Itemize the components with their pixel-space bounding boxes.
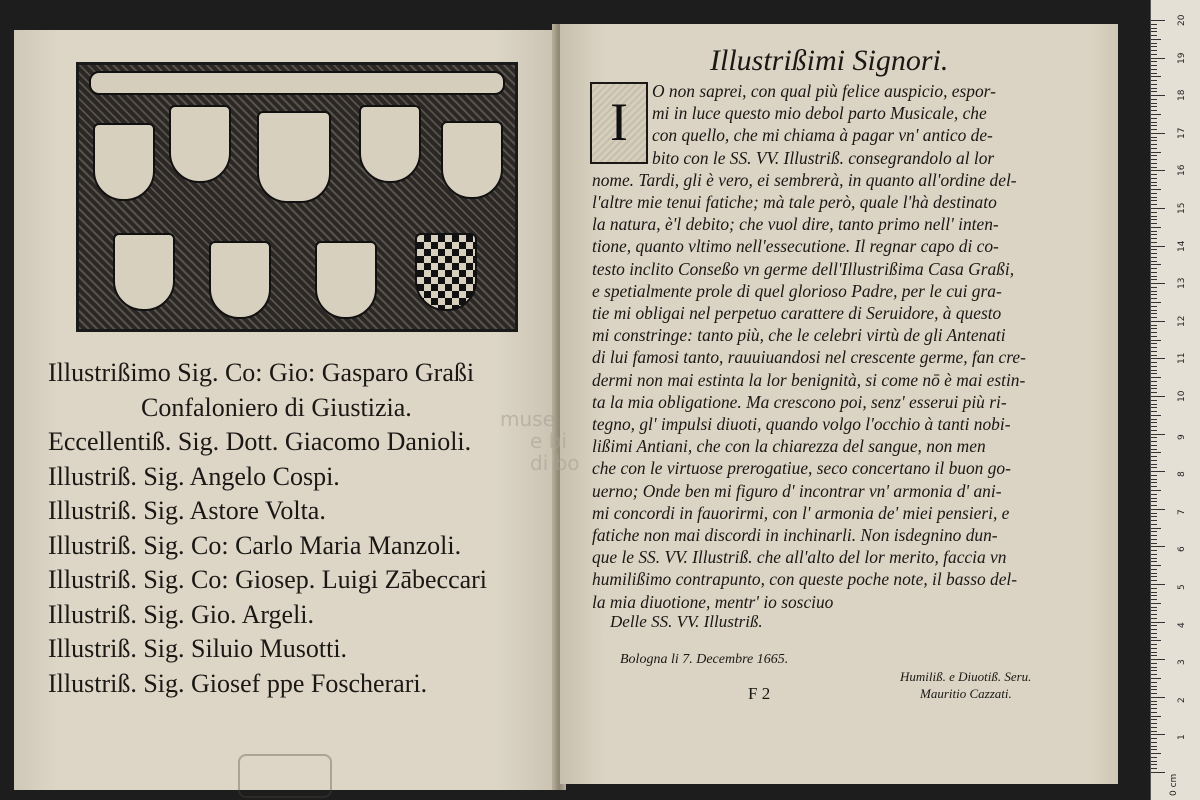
ruler-tick xyxy=(1151,404,1157,405)
ruler-number: 6 xyxy=(1177,546,1187,553)
ruler-tick xyxy=(1151,200,1157,201)
ruler-tick xyxy=(1151,332,1157,333)
ruler-tick xyxy=(1151,686,1157,687)
ruler-tick xyxy=(1151,719,1157,720)
ruler-tick xyxy=(1151,246,1165,247)
ruler-tick xyxy=(1151,471,1165,472)
shield-icon xyxy=(257,111,331,203)
ruler-tick xyxy=(1151,757,1157,758)
ruler-tick xyxy=(1151,373,1157,374)
ruler-tick xyxy=(1151,204,1157,205)
shield-icon xyxy=(441,121,503,199)
ruler-tick xyxy=(1151,238,1157,239)
ruler-tick xyxy=(1151,464,1157,465)
drop-cap: I xyxy=(590,82,648,164)
text-line: mi in luce questo mio debol parto Musicale, che xyxy=(652,103,987,124)
ruler-tick xyxy=(1151,524,1157,525)
ruler-tick xyxy=(1151,644,1157,645)
text-line: ta la mia obligatione. Ma crescono poi, senz' esserui più ri- xyxy=(592,391,1007,412)
ruler-tick xyxy=(1151,610,1157,611)
ruler-tick xyxy=(1151,24,1157,25)
text-line: tie mi obligai nel perpetuo carattere di Seruidore, à questo xyxy=(592,303,1002,324)
ruler-number: 7 xyxy=(1177,509,1187,515)
ruler-number: 15 xyxy=(1177,202,1187,214)
ruler-tick xyxy=(1151,535,1157,536)
ruler-tick xyxy=(1151,640,1161,641)
ruler-tick xyxy=(1151,84,1157,85)
ruler-tick xyxy=(1151,663,1157,664)
ruler-tick xyxy=(1151,313,1157,314)
ruler-tick xyxy=(1151,385,1157,386)
ruler-tick xyxy=(1151,253,1157,254)
text-line: la mia diuotione, mentr' io sosciuo xyxy=(592,591,834,612)
ruler-tick xyxy=(1151,543,1157,544)
ruler-number: 10 xyxy=(1177,390,1187,402)
text-line: con quello, che mi chiama à pagar vn' antico de- xyxy=(652,125,993,146)
ruler-number: 8 xyxy=(1177,471,1187,478)
ruler-tick xyxy=(1151,550,1157,551)
ruler-tick xyxy=(1151,599,1157,600)
text-line: la natura, è'l debito; che vuol dire, tanto primo nell' inten- xyxy=(592,214,999,235)
ruler-tick xyxy=(1151,558,1157,559)
ruler-tick xyxy=(1151,422,1157,423)
shield-icon xyxy=(359,105,421,183)
ruler-tick xyxy=(1151,486,1157,487)
ruler-tick xyxy=(1151,742,1157,743)
ruler-tick xyxy=(1151,584,1165,585)
ruler-number: 13 xyxy=(1177,277,1187,290)
ruler-tick xyxy=(1151,689,1157,690)
dedicatee-line: Illustriß. Sig. Angelo Cospi. xyxy=(48,461,340,491)
ruler-tick xyxy=(1151,467,1157,468)
ruler-tick xyxy=(1151,35,1157,36)
ruler-tick xyxy=(1151,712,1157,713)
ruler-tick xyxy=(1151,678,1161,679)
ruler-tick xyxy=(1151,39,1161,40)
ruler-tick xyxy=(1151,144,1157,145)
ruler-tick xyxy=(1151,723,1157,724)
shield-icon xyxy=(93,123,155,201)
ruler-tick xyxy=(1151,475,1157,476)
closing-line: Delle SS. VV. Illustriß. xyxy=(610,612,763,631)
ruler-tick xyxy=(1151,122,1157,123)
ruler-tick xyxy=(1151,513,1157,514)
ruler-number: 16 xyxy=(1177,164,1187,177)
ruler-tick xyxy=(1151,174,1157,175)
ruler-tick xyxy=(1151,182,1157,183)
ruler-tick xyxy=(1151,69,1157,70)
ruler-tick xyxy=(1151,133,1165,134)
ruler-tick xyxy=(1151,449,1157,450)
ruler-tick xyxy=(1151,208,1165,209)
ruler-tick xyxy=(1151,622,1165,623)
ruler-tick xyxy=(1151,268,1157,269)
ruler-tick xyxy=(1151,294,1157,295)
ruler-tick xyxy=(1151,95,1165,96)
ruler-tick xyxy=(1151,358,1165,359)
ruler-tick xyxy=(1151,426,1157,427)
ruler-tick xyxy=(1151,231,1157,232)
ruler-tick xyxy=(1151,392,1157,393)
text-line: O non saprei, con qual più felice auspicio, espor- xyxy=(652,81,996,101)
ruler-tick xyxy=(1151,531,1157,532)
ruler-tick xyxy=(1151,659,1165,660)
page-title: Illustrißimi Signori. xyxy=(710,44,949,77)
ruler-tick xyxy=(1151,234,1157,235)
ruler-tick xyxy=(1151,103,1157,104)
ruler-tick xyxy=(1151,80,1157,81)
ruler-tick xyxy=(1151,242,1157,243)
ruler-tick xyxy=(1151,370,1157,371)
ruler-tick xyxy=(1151,607,1157,608)
ruler-tick xyxy=(1151,727,1157,728)
text-line: que le SS. VV. Illustriß. che all'alto del lor merito, faccia vn xyxy=(592,547,1007,568)
ruler-tick xyxy=(1151,31,1157,32)
ruler-tick xyxy=(1151,227,1161,228)
ruler-number: 2 xyxy=(1177,697,1187,703)
ruler-tick xyxy=(1151,753,1161,754)
ruler-number: 11 xyxy=(1177,352,1187,365)
ruler-tick xyxy=(1151,28,1157,29)
ruler-tick xyxy=(1151,351,1157,352)
ruler-tick xyxy=(1151,340,1161,341)
checkered-shield-icon xyxy=(415,233,477,311)
ruler-tick xyxy=(1151,366,1157,367)
ruler-tick xyxy=(1151,667,1157,668)
ruler-tick xyxy=(1151,159,1157,160)
ruler-tick xyxy=(1151,633,1157,634)
ruler-tick xyxy=(1151,565,1161,566)
ruler-tick xyxy=(1151,456,1157,457)
ruler-tick xyxy=(1151,283,1165,284)
ruler-tick xyxy=(1151,494,1157,495)
ruler-tick xyxy=(1151,595,1157,596)
date-line: Bologna li 7. Decembre 1665. xyxy=(620,652,789,667)
ruler-tick xyxy=(1151,430,1157,431)
ruler-tick xyxy=(1151,388,1157,389)
ruler-number: 12 xyxy=(1177,315,1187,327)
ruler-tick xyxy=(1151,498,1157,499)
ruler-tick xyxy=(1151,509,1165,510)
ruler-tick xyxy=(1151,118,1157,119)
ruler-tick xyxy=(1151,554,1157,555)
shield-icon xyxy=(209,241,271,319)
ruler-tick xyxy=(1151,377,1161,378)
ruler-tick xyxy=(1151,441,1157,442)
ruler-tick xyxy=(1151,411,1157,412)
ruler-tick xyxy=(1151,716,1161,717)
ruler-tick xyxy=(1151,764,1157,765)
ruler-number: 4 xyxy=(1177,621,1187,628)
ruler-tick xyxy=(1151,768,1157,769)
dedicatee-line: Illustriß. Sig. Co: Carlo Maria Manzoli. xyxy=(48,530,462,560)
ruler-tick xyxy=(1151,407,1157,408)
ruler-tick xyxy=(1151,61,1157,62)
ruler-tick xyxy=(1151,193,1157,194)
ruler-tick xyxy=(1151,625,1157,626)
text-line: humilißimo contrapunto, con queste poche note, il basso del- xyxy=(592,569,1018,590)
ruler-tick xyxy=(1151,261,1157,262)
ruler-tick xyxy=(1151,325,1157,326)
ruler-tick xyxy=(1151,452,1161,453)
ruler-tick xyxy=(1151,306,1157,307)
ruler-tick xyxy=(1151,125,1157,126)
text-line: mi constringe: tanto più, che le celebri virtù de gli Antenati xyxy=(592,325,1006,346)
text-line: tegno, gl' impulsi diuoti, quando volgo l'occhio à tanti nobi- xyxy=(592,414,1011,435)
ruler-tick xyxy=(1151,708,1157,709)
ruler-tick xyxy=(1151,99,1157,100)
ruler-tick xyxy=(1151,20,1165,21)
ruler-tick xyxy=(1151,761,1157,762)
right-page xyxy=(560,24,1118,784)
ruler-tick xyxy=(1151,129,1157,130)
ruler-number: 14 xyxy=(1177,240,1187,252)
ruler-tick xyxy=(1151,592,1157,593)
ruler-label: 0 cm xyxy=(1169,773,1179,796)
text-line: fatiche non mai discordi in inchinarli. Non isdegnino dun- xyxy=(592,525,998,546)
ruler-tick xyxy=(1151,528,1161,529)
ruler-number: 17 xyxy=(1177,127,1187,139)
shield-icon xyxy=(113,233,175,311)
dedicatee-line: Illustriß. Sig. Gio. Argeli. xyxy=(48,599,315,629)
ruler-tick xyxy=(1151,693,1157,694)
signature-line: Humiliß. e Diuotiß. Seru. xyxy=(900,669,1032,684)
ruler-tick xyxy=(1151,302,1161,303)
ruler-tick xyxy=(1151,419,1157,420)
ruler-tick xyxy=(1151,163,1157,164)
ruler-tick xyxy=(1151,490,1161,491)
ruler-tick xyxy=(1151,287,1157,288)
ruler-tick xyxy=(1151,328,1157,329)
ruler-tick xyxy=(1151,249,1157,250)
ruler-tick xyxy=(1151,603,1161,604)
text-line: nome. Tardi, gli è vero, ei sembrerà, in quanto all'ordine del- xyxy=(592,169,1017,190)
watermark-line: di bo xyxy=(530,451,580,475)
ruler-tick xyxy=(1151,310,1157,311)
ruler-tick xyxy=(1151,505,1157,506)
ruler-tick xyxy=(1151,216,1157,217)
ruler-tick xyxy=(1151,54,1157,55)
ruler-tick xyxy=(1151,460,1157,461)
ruler-tick xyxy=(1151,738,1157,739)
dedicatee-line: Illustriß. Sig. Co: Giosep. Luigi Zābeccari xyxy=(48,565,488,594)
ruler-tick xyxy=(1151,355,1157,356)
ruler-tick xyxy=(1151,185,1157,186)
shield-icon xyxy=(169,105,231,183)
ruler-tick xyxy=(1151,291,1157,292)
ruler-tick xyxy=(1151,381,1157,382)
ruler-tick xyxy=(1151,629,1157,630)
ruler-number: 18 xyxy=(1177,89,1187,102)
ruler-tick xyxy=(1151,317,1157,318)
ruler-tick xyxy=(1151,670,1157,671)
shield-icon xyxy=(315,241,377,319)
ruler-tick xyxy=(1151,65,1157,66)
ruler-tick xyxy=(1151,336,1157,337)
ruler-tick xyxy=(1151,264,1161,265)
coat-of-arms-woodcut xyxy=(76,62,518,332)
ruler-tick xyxy=(1151,400,1157,401)
dedicatee-line: Illustriß. Sig. Siluio Musotti. xyxy=(48,634,348,663)
dedicatee-line: Illustriß. Sig. Giosef ppe Foscherari. xyxy=(48,668,428,698)
ruler-tick xyxy=(1151,697,1165,698)
ruler-tick xyxy=(1151,561,1157,562)
ruler-tick xyxy=(1151,272,1157,273)
ruler-number: 20 xyxy=(1177,14,1187,26)
ruler-tick xyxy=(1151,76,1161,77)
ruler-tick xyxy=(1151,772,1165,773)
ruler-tick xyxy=(1151,88,1157,89)
ruler-tick xyxy=(1151,396,1165,397)
ruler-tick xyxy=(1151,257,1157,258)
ruler-tick xyxy=(1151,539,1157,540)
dedicatee-line: Eccellentiß. Sig. Dott. Giacomo Danioli. xyxy=(48,427,472,456)
ruler-tick xyxy=(1151,58,1165,59)
ruler-tick xyxy=(1151,170,1165,171)
ruler-tick xyxy=(1151,652,1157,653)
text-line: tione, quanto vltimo nell'essecutione. Il regnar capo di co- xyxy=(592,236,999,257)
library-stamp xyxy=(238,754,332,798)
ruler-tick xyxy=(1151,569,1157,570)
ruler-tick xyxy=(1151,637,1157,638)
ruler-number: 19 xyxy=(1177,52,1187,64)
ruler-tick xyxy=(1151,46,1157,47)
ruler-tick xyxy=(1151,437,1157,438)
woodcut-banner xyxy=(89,71,505,95)
measurement-ruler xyxy=(1150,0,1200,800)
ruler-number: 9 xyxy=(1177,433,1187,440)
text-line: dermi non mai estinta la lor benignità, si come nō è mai estin- xyxy=(592,369,1026,390)
text-line: l'altre mie tenui fatiche; mà tale però, quale l'hà destinato xyxy=(592,192,997,213)
ruler-tick xyxy=(1151,704,1157,705)
dedicatee-list xyxy=(48,356,558,701)
ruler-tick xyxy=(1151,189,1161,190)
ruler-tick xyxy=(1151,520,1157,521)
dedicatee-line: Confaloniero di Giustizia. xyxy=(141,392,412,422)
ruler-tick xyxy=(1151,347,1157,348)
watermark-line: e bi xyxy=(530,429,567,453)
ruler-tick xyxy=(1151,362,1157,363)
ruler-tick xyxy=(1151,155,1157,156)
ruler-tick xyxy=(1151,734,1165,735)
ruler-tick xyxy=(1151,137,1157,138)
ruler-tick xyxy=(1151,167,1157,168)
ruler-tick xyxy=(1151,197,1157,198)
ruler-tick xyxy=(1151,580,1157,581)
ruler-tick xyxy=(1151,219,1157,220)
ruler-tick xyxy=(1151,43,1157,44)
ruler-tick xyxy=(1151,655,1157,656)
dedication-text xyxy=(592,80,1108,613)
ruler-tick xyxy=(1151,298,1157,299)
ruler-tick xyxy=(1151,746,1157,747)
ruler-tick xyxy=(1151,140,1157,141)
ruler-tick xyxy=(1151,731,1157,732)
ruler-tick xyxy=(1151,279,1157,280)
ruler-number: 3 xyxy=(1177,659,1187,666)
ruler-tick xyxy=(1151,614,1157,615)
ruler-number: 1 xyxy=(1177,734,1187,741)
ruler-tick xyxy=(1151,516,1157,517)
signature-mark: F 2 xyxy=(748,684,771,703)
text-line: e spetialmente prole di quel glorioso Padre, per le cui gra- xyxy=(592,280,1002,301)
text-line: mi concordi in fauorirmi, con l' armonia de' miei pensieri, e xyxy=(592,502,1010,523)
ruler-tick xyxy=(1151,152,1161,153)
ruler-tick xyxy=(1151,479,1157,480)
ruler-tick xyxy=(1151,576,1157,577)
ruler-tick xyxy=(1151,321,1165,322)
ruler-tick xyxy=(1151,148,1157,149)
text-line: lißimi Antiani, che con la chiarezza del sangue, non men xyxy=(592,436,986,457)
ruler-tick xyxy=(1151,573,1157,574)
ruler-tick xyxy=(1151,648,1157,649)
ruler-tick xyxy=(1151,178,1157,179)
text-line: bito con le SS. VV. Illustriß. consegrandolo al lor xyxy=(652,147,995,168)
ruler-tick xyxy=(1151,110,1157,111)
ruler-tick xyxy=(1151,701,1157,702)
text-line: testo inclito Conseßo vn germe dell'Illustrißima Casa Graßi, xyxy=(592,258,1015,279)
ruler-tick xyxy=(1151,618,1157,619)
ruler-tick xyxy=(1151,674,1157,675)
ruler-tick xyxy=(1151,415,1161,416)
ruler-tick xyxy=(1151,588,1157,589)
ruler-tick xyxy=(1151,73,1157,74)
ruler-tick xyxy=(1151,223,1157,224)
ruler-tick xyxy=(1151,682,1157,683)
ruler-tick xyxy=(1151,445,1157,446)
text-line: uerno; Onde ben mi figuro d' incontrar vn' armonia d' ani- xyxy=(592,480,1002,501)
ruler-tick xyxy=(1151,212,1157,213)
text-line: che con le virtuose prerogatiue, seco concertano il buon go- xyxy=(592,458,1011,479)
left-page xyxy=(14,30,560,790)
ruler-tick xyxy=(1151,276,1157,277)
ruler-tick xyxy=(1151,114,1161,115)
ruler-tick xyxy=(1151,482,1157,483)
ruler-tick xyxy=(1151,501,1157,502)
dedicatee-line: Illustrißimo Sig. Co: Gio: Gasparo Graßi xyxy=(48,358,475,387)
watermark xyxy=(500,408,580,474)
ruler-tick xyxy=(1151,343,1157,344)
ruler-tick xyxy=(1151,546,1165,547)
dedicatee-line: Illustriß. Sig. Astore Volta. xyxy=(48,496,326,525)
watermark-line: muse xyxy=(500,407,555,431)
text-line: di lui famosi tanto, rauuiuandosi nel crescente germe, fan cre- xyxy=(592,347,1026,368)
ruler-tick xyxy=(1151,91,1157,92)
ruler-tick xyxy=(1151,749,1157,750)
ruler-tick xyxy=(1151,50,1157,51)
ruler-number: 5 xyxy=(1177,584,1187,590)
signature-name: Mauritio Cazzati. xyxy=(920,686,1012,701)
ruler-tick xyxy=(1151,106,1157,107)
ruler-tick xyxy=(1151,434,1165,435)
